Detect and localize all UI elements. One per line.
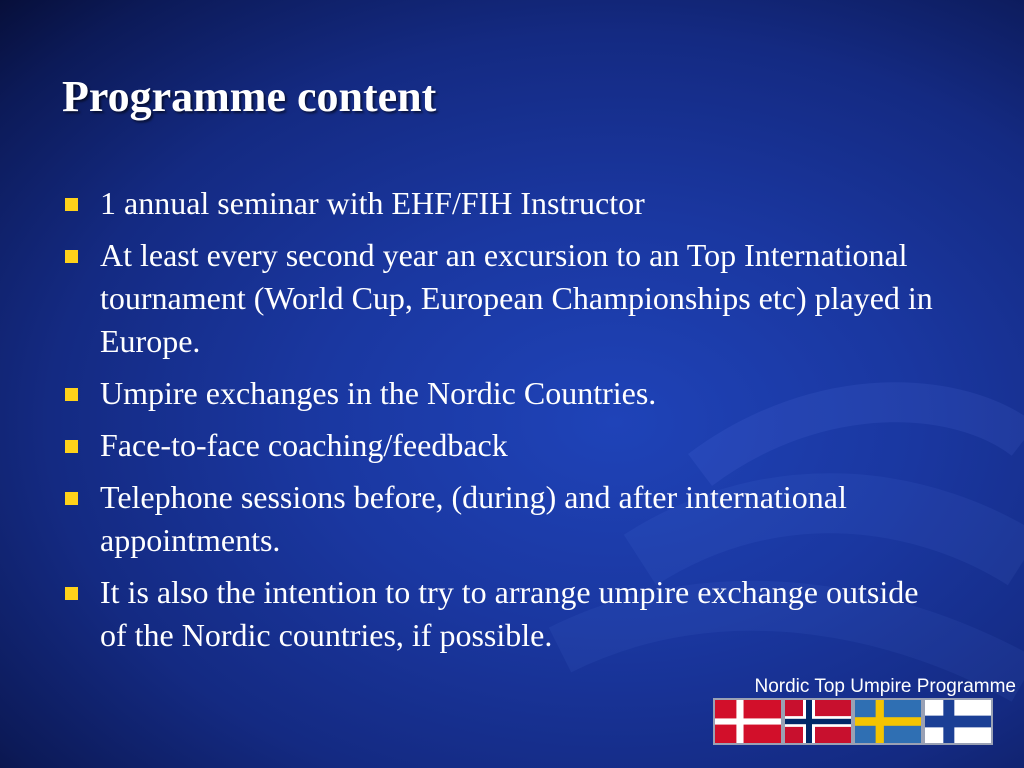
bullet-item	[62, 424, 942, 467]
slide-title: Programme content	[62, 72, 437, 121]
denmark-flag-icon	[713, 698, 783, 745]
bullet-square-icon	[65, 492, 78, 505]
norway-flag-icon	[783, 698, 853, 745]
flag-strip	[713, 698, 993, 745]
bullet-square-icon	[65, 250, 78, 263]
bullet-square-icon	[65, 587, 78, 600]
bullet-square-icon	[65, 198, 78, 211]
footer-label: Nordic Top Umpire Programme	[754, 676, 1016, 697]
bullet-text: Telephone sessions before, (during) and after international appointments.	[100, 479, 847, 558]
bullet-text: At least every second year an excursion to an Top International tournament (World Cup, European Championships etc) played in Europe.	[100, 237, 933, 359]
bullet-item	[62, 234, 942, 363]
bullet-text: Umpire exchanges in the Nordic Countries.	[100, 375, 657, 411]
bullet-text: Face-to-face coaching/feedback	[100, 427, 508, 463]
bullet-item	[62, 571, 942, 657]
finland-flag-icon	[923, 698, 993, 745]
sweden-flag-icon	[853, 698, 923, 745]
bullet-item	[62, 372, 942, 415]
bullet-text: It is also the intention to try to arrange umpire exchange outside of the Nordic countries, if possible.	[100, 574, 919, 653]
bullet-square-icon	[65, 388, 78, 401]
bullet-list	[62, 182, 942, 666]
bullet-item	[62, 182, 942, 225]
bullet-text: 1 annual seminar with EHF/FIH Instructor	[100, 185, 645, 221]
bullet-square-icon	[65, 440, 78, 453]
bullet-item	[62, 476, 942, 562]
